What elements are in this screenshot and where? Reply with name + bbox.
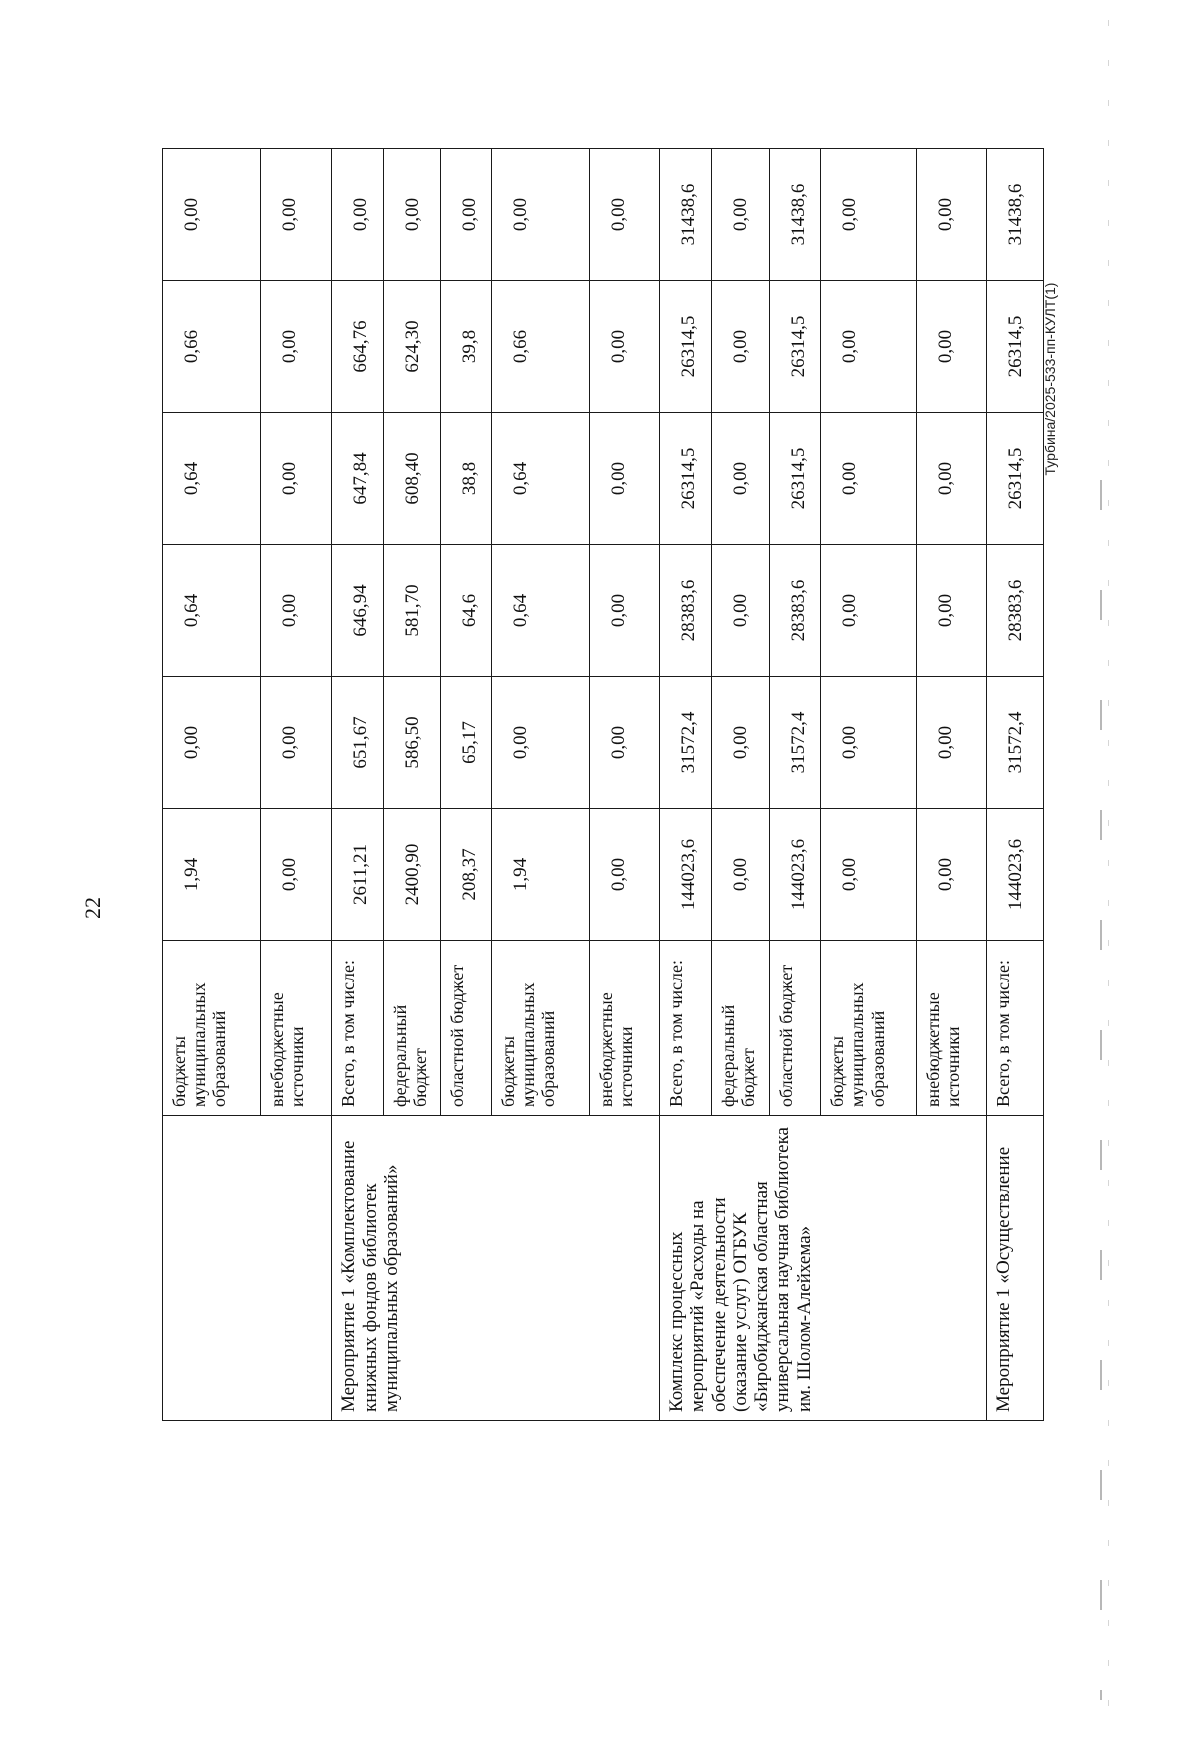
item-cell: Комплекс процессных мероприятий «Расходы на обеспечение деятельности (оказание услуг) ОГБУК «Биробиджанская областная универсальная научная библиотека им. Шолом-Алейхема» xyxy=(660,1116,987,1421)
source-cell: внебюджетные источники xyxy=(589,941,660,1116)
value-cell: 0,64 xyxy=(163,545,261,677)
source-cell: внебюджетные источники xyxy=(260,941,332,1116)
value-cell: 26314,5 xyxy=(660,281,712,413)
value-cell: 31438,6 xyxy=(770,149,821,281)
table-row xyxy=(163,149,261,1421)
value-cell: 0,00 xyxy=(260,545,332,677)
value-cell: 0,00 xyxy=(260,413,332,545)
value-cell: 624,30 xyxy=(383,281,441,413)
value-cell: 0,00 xyxy=(589,413,660,545)
value-cell: 1,94 xyxy=(491,809,589,941)
scan-edge-mark xyxy=(1108,20,1109,1710)
value-cell: 0,66 xyxy=(163,281,261,413)
value-cell: 26314,5 xyxy=(987,413,1044,545)
value-cell: 651,67 xyxy=(332,677,383,809)
value-cell: 31438,6 xyxy=(660,149,712,281)
value-cell: 0,00 xyxy=(916,149,987,281)
item-cell: Мероприятие 1 «Осуществление xyxy=(987,1116,1044,1421)
document-code: Турбина/2025-533-пп-КУЛТ(1) xyxy=(1042,282,1058,476)
value-cell: 0,00 xyxy=(260,809,332,941)
value-cell: 0,00 xyxy=(441,149,491,281)
value-cell: 647,84 xyxy=(332,413,383,545)
value-cell: 0,00 xyxy=(163,149,261,281)
source-cell: бюджеты муниципальных образований xyxy=(491,941,589,1116)
value-cell: 144023,6 xyxy=(770,809,821,941)
value-cell: 31572,4 xyxy=(987,677,1044,809)
value-cell: 0,00 xyxy=(332,149,383,281)
value-cell: 664,76 xyxy=(332,281,383,413)
value-cell: 0,00 xyxy=(589,809,660,941)
value-cell: 581,70 xyxy=(383,545,441,677)
page-number: 22 xyxy=(80,897,105,919)
value-cell: 646,94 xyxy=(332,545,383,677)
value-cell: 2611,21 xyxy=(332,809,383,941)
value-cell: 0,00 xyxy=(589,149,660,281)
value-cell: 0,00 xyxy=(589,281,660,413)
value-cell: 208,37 xyxy=(441,809,491,941)
value-cell: 0,64 xyxy=(163,413,261,545)
value-cell: 28383,6 xyxy=(770,545,821,677)
value-cell: 0,00 xyxy=(491,149,589,281)
value-cell: 0,00 xyxy=(821,677,917,809)
value-cell: 26314,5 xyxy=(987,281,1044,413)
value-cell: 0,00 xyxy=(589,545,660,677)
value-cell: 0,00 xyxy=(491,677,589,809)
scan-dash-marks xyxy=(1100,480,1102,1700)
source-cell: федеральный бюджет xyxy=(712,941,770,1116)
value-cell: 65,17 xyxy=(441,677,491,809)
table-row xyxy=(987,149,1044,1421)
value-cell: 0,00 xyxy=(916,677,987,809)
value-cell: 0,00 xyxy=(712,413,770,545)
value-cell: 144023,6 xyxy=(987,809,1044,941)
source-cell: федеральный бюджет xyxy=(383,941,441,1116)
value-cell: 0,00 xyxy=(821,809,917,941)
value-cell: 2400,90 xyxy=(383,809,441,941)
value-cell: 0,00 xyxy=(916,413,987,545)
source-cell: областной бюджет xyxy=(770,941,821,1116)
source-cell: Всего, в том числе: xyxy=(332,941,383,1116)
value-cell: 0,00 xyxy=(589,677,660,809)
funding-table xyxy=(162,148,1044,1421)
item-cell xyxy=(163,1116,332,1421)
value-cell: 0,64 xyxy=(491,413,589,545)
value-cell: 0,00 xyxy=(821,413,917,545)
rotated-table-container xyxy=(162,149,1044,1421)
value-cell: 28383,6 xyxy=(660,545,712,677)
source-cell: внебюджетные источники xyxy=(916,941,987,1116)
value-cell: 1,94 xyxy=(163,809,261,941)
source-cell: Всего, в том числе: xyxy=(987,941,1044,1116)
value-cell: 0,00 xyxy=(821,149,917,281)
value-cell: 0,00 xyxy=(916,809,987,941)
value-cell: 586,50 xyxy=(383,677,441,809)
value-cell: 144023,6 xyxy=(660,809,712,941)
value-cell: 64,6 xyxy=(441,545,491,677)
table-row xyxy=(332,149,383,1421)
value-cell: 0,00 xyxy=(712,677,770,809)
value-cell: 0,00 xyxy=(260,677,332,809)
value-cell: 31438,6 xyxy=(987,149,1044,281)
value-cell: 0,00 xyxy=(260,281,332,413)
value-cell: 26314,5 xyxy=(770,281,821,413)
value-cell: 0,00 xyxy=(712,149,770,281)
value-cell: 26314,5 xyxy=(660,413,712,545)
value-cell: 0,00 xyxy=(712,545,770,677)
value-cell: 39,8 xyxy=(441,281,491,413)
value-cell: 0,00 xyxy=(163,677,261,809)
value-cell: 28383,6 xyxy=(987,545,1044,677)
value-cell: 0,00 xyxy=(821,545,917,677)
value-cell: 0,00 xyxy=(712,809,770,941)
source-cell: бюджеты муниципальных образований xyxy=(163,941,261,1116)
value-cell: 0,00 xyxy=(821,281,917,413)
item-cell: Мероприятие 1 «Комплектование книжных фондов библиотек муниципальных образований» xyxy=(332,1116,660,1421)
value-cell: 0,00 xyxy=(383,149,441,281)
value-cell: 0,66 xyxy=(491,281,589,413)
value-cell: 26314,5 xyxy=(770,413,821,545)
value-cell: 0,00 xyxy=(916,545,987,677)
value-cell: 0,64 xyxy=(491,545,589,677)
table-row xyxy=(660,149,712,1421)
value-cell: 0,00 xyxy=(916,281,987,413)
source-cell: Всего, в том числе: xyxy=(660,941,712,1116)
value-cell: 38,8 xyxy=(441,413,491,545)
value-cell: 608,40 xyxy=(383,413,441,545)
source-cell: областной бюджет xyxy=(441,941,491,1116)
value-cell: 31572,4 xyxy=(770,677,821,809)
source-cell: бюджеты муниципальных образований xyxy=(821,941,917,1116)
value-cell: 0,00 xyxy=(260,149,332,281)
value-cell: 31572,4 xyxy=(660,677,712,809)
value-cell: 0,00 xyxy=(712,281,770,413)
